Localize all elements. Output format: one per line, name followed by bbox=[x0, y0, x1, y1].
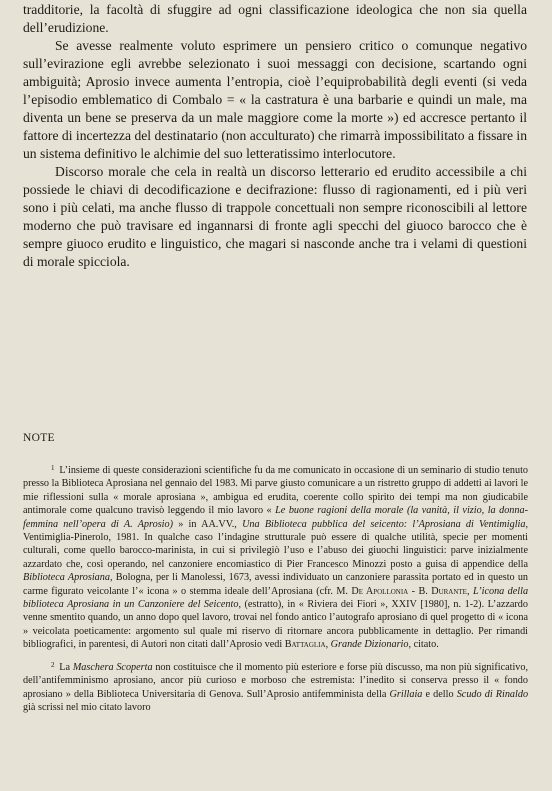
footnote-italic: L’icona della biblioteca Aprosiana in un Canzoniere del Seicento bbox=[23, 585, 529, 611]
paragraph-3: Discorso morale che cela in realtà un discorso letterario ed erudito accessibile a chi possiede le chiavi di decodificazione e decifrazione: flusso di ragionamenti, ed i più veri sono i più celati, ma anche flusso di trappole concettuali non sempre riconoscibili al lettore moderno che può travisare ed ingannarsi di fronte agli specchi del giuoco barocco che è sempre giuoco erudito e linguistico, che magari si nasconde anche tra i velami di questioni di morale spicciola. bbox=[23, 164, 527, 269]
footnotes bbox=[23, 462, 528, 721]
footnote-text: La bbox=[59, 661, 71, 673]
footnote-text: e dello bbox=[425, 688, 454, 700]
author-name: De Apollonia bbox=[351, 585, 409, 597]
paragraph-2: Se avesse realmente voluto esprimere un pensiero critico o comunque negativo sull’evirazione egli avrebbe selezionato i suoi messaggi con decisione, scartando ogni ambiguità; Aprosio invece aumenta l’entropia, cioè l’equiprobabilità degli eventi (si veda l’episodio emblematico di Combalo = « la castratura è una barbarie e quindi un male, ma diventa un bene se preserva da un male maggiore come la morte ») ed accresce pertanto il fattore di incertezza del destinatario (non acculturato) che rimarrà impossibilitato a fissare in un sistema definitivo le alchimie del suo letteratissimo interlocutore. bbox=[23, 38, 527, 161]
footnote-text: , (estratto), in « Riviera dei Fiori », XXIV [1980], n. 1-2). L’azzardo venne smentito quando, un anno dopo quel lavoro, trovai nel fondo antico l’autografo aprosiano di quel progetto di « icona » veicolata poeticamente: argomento sul quale mi riservo di ritornare ancora pubblicamente in dettaglio. Per rimandi bibliografici, in parentesi, di Autori non citati dall’Aprosio vedi bbox=[23, 599, 528, 651]
footnote-text: L’insieme di queste considerazioni scientifiche fu da me comunicato in occasione di un seminario di studio tenuto presso la Biblioteca Aprosiana nel gennaio del 1983. Mi parve giusto comunicare a un ristretto gruppo di addetti ai lavori le mie riflessioni sulla « morale aprosiana », ambigua ed erudita, coerente collo spirito dei tempi ma non giudicabile antimorale come qualcuno travisò leggendo il mio lavoro « bbox=[23, 465, 528, 517]
footnote-text: , bbox=[466, 585, 470, 597]
footnote-italic: Scudo di Rinaldo bbox=[456, 688, 529, 700]
paragraph-1: tradditorie, la facoltà di sfuggire ad ogni classificazione ideologica che non sia quella dell’erudizione. bbox=[23, 2, 527, 35]
footnote-text: , citato. bbox=[408, 639, 439, 651]
author-name: Durante bbox=[431, 585, 467, 597]
footnote-italic: Una Biblioteca pubblica del seicento: l’Aprosiana di Ventimiglia bbox=[242, 518, 526, 530]
footnote-text: , bbox=[325, 639, 329, 651]
footnote-italic: Grillaia bbox=[389, 688, 423, 700]
footnote-number: 1 bbox=[51, 464, 55, 472]
footnote-text: , Bologna, per li Manolessi, 1673, avessi individuato un canzoniere parassita portato ed in questo un carme figurato veicolante l’« icona » o stemma ideale dell’Aprosiana (cfr. M. bbox=[23, 572, 529, 597]
main-text bbox=[23, 1, 527, 271]
footnote-text: » in AA.VV., bbox=[178, 518, 237, 530]
footnote-text: , Ventimiglia-Pinerolo, 1981. In qualche caso l’indagine strutturale può essere di qualche utilità, specie per momenti culturali, come quello barocco-marinista, in cui si privilegiò l’uso e l’abuso dei giuochi linguistici: parve inizialmente azzardato che, così operando, nel canzoniere encomiastico di Pier Francesco Minozzi posto a guisa di appendice della bbox=[23, 518, 529, 570]
notes-heading: NOTE bbox=[23, 432, 55, 444]
footnote-italic: Le buone ragioni della morale (la vanità, il vizio, la donna-femmina nell’opera di A. Aprosio) bbox=[23, 505, 528, 530]
footnote-1 bbox=[23, 462, 528, 652]
footnote-italic: Maschera Scoperta bbox=[72, 661, 153, 673]
author-name: Battaglia bbox=[284, 639, 326, 651]
footnote-italic: Grande Dizionario bbox=[330, 639, 409, 651]
footnote-2 bbox=[23, 659, 528, 715]
footnote-italic: Biblioteca Aprosiana bbox=[23, 572, 110, 584]
footnote-number: 2 bbox=[51, 660, 55, 669]
footnote-text: non costituisce che il momento più esteriore e forse più discusso, ma non più significativo, dell’antifemminismo aprosiano, ancor più curioso e morboso che estremista: l’inedito si conserva presso il « fondo aprosiano » della Biblioteca Universitaria di Genova. Sull’Aprosio antifemminista della bbox=[23, 661, 529, 700]
footnote-text: - B. bbox=[411, 585, 428, 597]
footnote-text: già scrissi nel mio citato lavoro bbox=[23, 701, 151, 713]
